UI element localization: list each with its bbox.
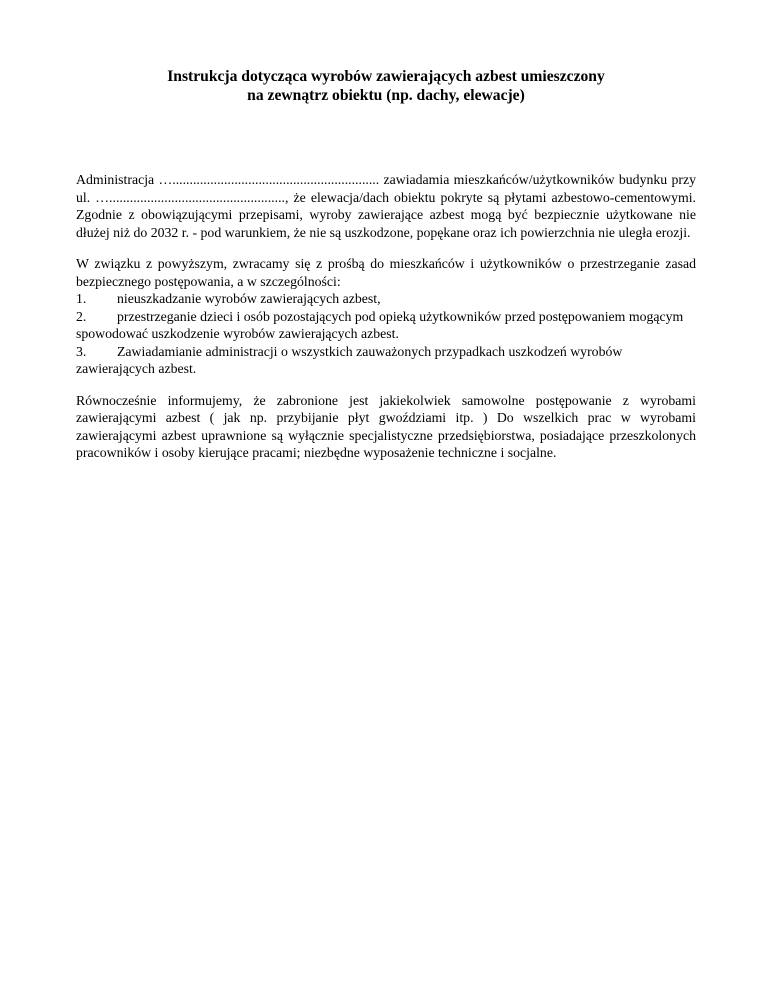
list-item-text: nieuszkadzanie wyrobów zawierających azbest, bbox=[117, 291, 381, 306]
document-title bbox=[76, 67, 696, 105]
document-page bbox=[76, 0, 696, 462]
list-item bbox=[76, 308, 696, 343]
paragraph-rules bbox=[76, 255, 696, 378]
list-item-number: 2. bbox=[76, 308, 87, 324]
paragraph-prohibition: Równocześnie informujemy, że zabronione jest jakiekolwiek samowolne postępowanie z wyrobami zawierającymi azbest ( jak np. przybijanie płyt gwoździami itp. ) Do wszelkich prac w wyrobami zawierającymi azbest uprawnione są wyłącznie specjalistyczne przedsiębiorstwa, posiadające przeszkolonych pracowników i osoby kierujące pracami; niezbędne wyposażenie techniczne i socjalne. bbox=[76, 392, 696, 460]
list-item-number: 3. bbox=[76, 343, 87, 359]
list-item-text: przestrzeganie dzieci i osób pozostających pod opieką użytkowników przed postępowaniem mogącym spowodować uszkodzenie wyrobów zawierających azbest. bbox=[76, 308, 684, 341]
rules-intro: W związku z powyższym, zwracamy się z prośbą do mieszkańców i użytkowników o przestrzeganie zasad bezpiecznego postępowania, a w szczególności: bbox=[76, 256, 696, 289]
list-item bbox=[76, 343, 696, 378]
list-item-text: Zawiadamianie administracji o wszystkich zauważonych przypadkach uszkodzeń wyrobów zawierających azbest. bbox=[76, 343, 623, 376]
list-item-number: 1. bbox=[76, 291, 87, 306]
list-item bbox=[76, 290, 696, 308]
paragraph-notice: Administracja …............................................................ zawiadamia mieszkańców/użytkowników budynku przy ul. …..................................................., że elewacja/dach obiektu pokryte są płytami azbestowo-cementowymi. Zgodnie z obowiązującymi przepisami, wyroby zawierające azbest mogą być bezpiecznie użytkowane nie dłużej niż do 2032 r. - pod warunkiem, że nie są uszkodzone, popękane oraz ich powierzchnia nie uległa erozji. bbox=[76, 172, 696, 240]
title-line-1: Instrukcja dotycząca wyrobów zawierających azbest umieszczony bbox=[167, 68, 605, 85]
title-line-2: na zewnątrz obiektu (np. dachy, elewacje) bbox=[247, 87, 525, 104]
